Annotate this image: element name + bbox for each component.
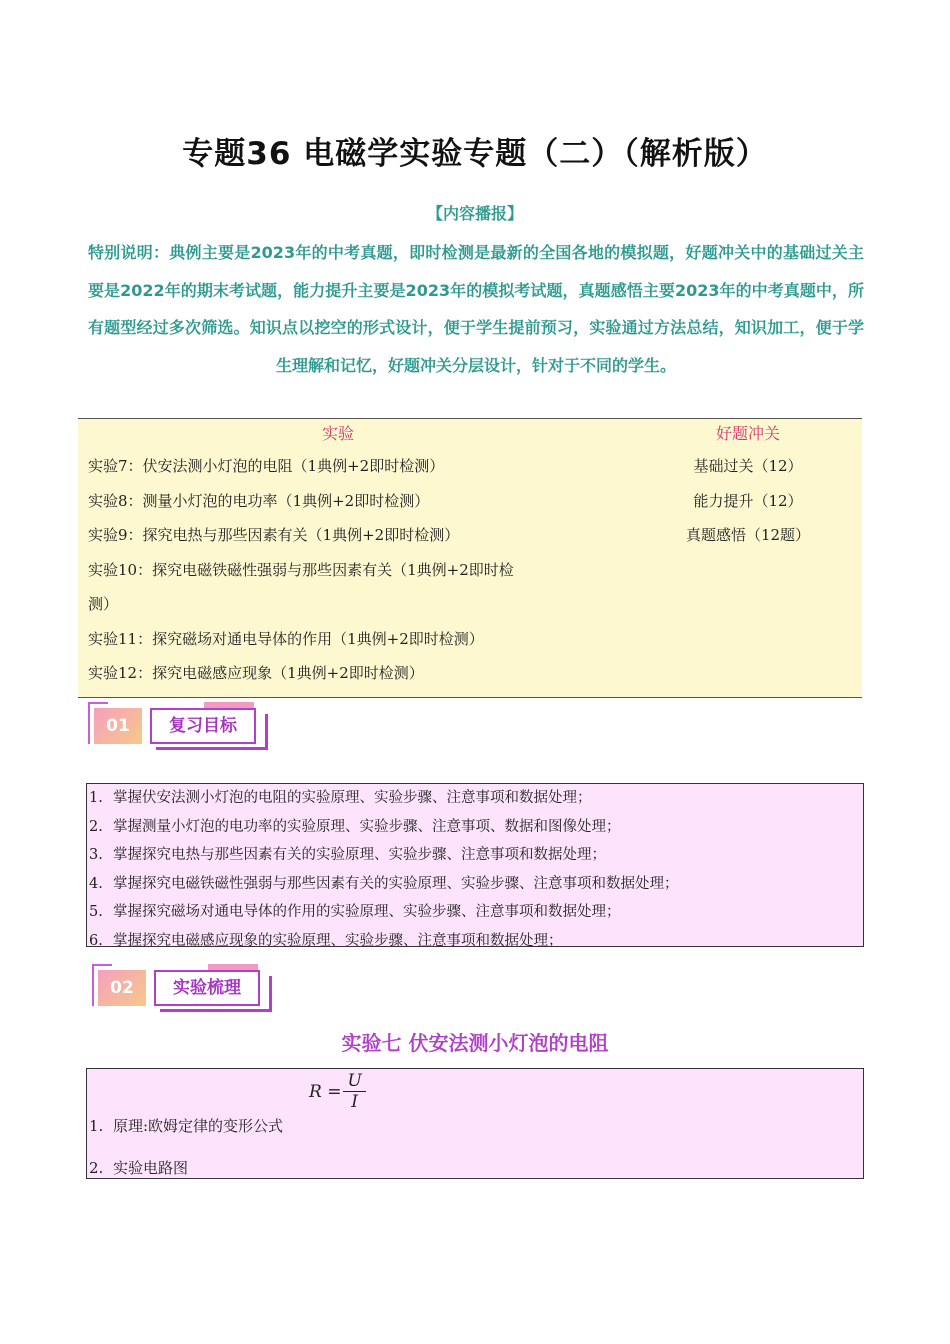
experiments-header: 实验 <box>321 424 354 443</box>
item-text: 原理:欧姆定律的变形公式 <box>113 1117 284 1135</box>
practice-item: 真题感悟（12题） <box>685 526 811 544</box>
review-goals-box <box>86 783 864 947</box>
practice-item: 基础过关（12） <box>693 457 803 475</box>
formula-fraction <box>343 1071 365 1112</box>
item-text: 实验电路图 <box>113 1159 189 1177</box>
goal-text: 掌握探究电磁铁磁性强弱与那些因素有关的实验原理、实验步骤、注意事项和数据处理； <box>113 875 679 892</box>
goal-text: 掌握探究电热与那些因素有关的实验原理、实验步骤、注意事项和数据处理； <box>113 847 606 864</box>
broadcast-body: 特别说明：典例主要是2023年的中考真题，即时检测是最新的全国各地的模拟题，好题冲关中的基础过关主要是2022年的期末考试题，能力提升主要是2023年的模拟考试题，真题感悟主要2023年的中考真题中，所有题型经过多次筛选。知识点以挖空的形式设计，便于学生提前预习，实验通过方法总结，知识加工，便于学生理解和记忆，好题冲关分层设计，针对于不同的学生。 <box>88 243 864 375</box>
experiment-item: 实验12：探究电磁感应现象（1典例+2即时检测） <box>88 664 424 682</box>
goal-number: 2. <box>89 818 103 835</box>
overview-table <box>78 418 862 698</box>
goal-item <box>87 813 863 842</box>
goal-text: 掌握探究磁场对通电导体的作用的实验原理、实验步骤、注意事项和数据处理； <box>113 904 621 921</box>
item-number: 2. <box>89 1159 104 1177</box>
goal-item <box>87 784 863 813</box>
experiment-item: 测） <box>88 595 119 613</box>
formula-lhs: R = <box>309 1081 342 1102</box>
experiment-title: 实验七 伏安法测小灯泡的电阻 <box>341 1031 609 1055</box>
practice-column <box>638 419 858 553</box>
practice-header: 好题冲关 <box>715 424 780 443</box>
section-tag-experiment-review <box>88 962 278 1018</box>
goal-text: 掌握伏安法测小灯泡的电阻的实验原理、实验步骤、注意事项和数据处理； <box>113 790 592 806</box>
goal-text: 掌握探究电磁感应现象的实验原理、实验步骤、注意事项和数据处理； <box>113 932 563 949</box>
ohm-formula <box>309 1071 366 1112</box>
goal-item <box>87 927 863 956</box>
practice-item: 能力提升（12） <box>693 491 803 510</box>
principle-item <box>89 1115 283 1136</box>
goal-number: 6. <box>89 932 103 949</box>
section-number: 02 <box>98 970 146 1006</box>
section-tag-review-goals <box>84 700 274 756</box>
goal-item <box>87 870 863 899</box>
experiments-column <box>78 419 598 691</box>
principle-item <box>89 1157 188 1178</box>
goal-item <box>87 898 863 927</box>
goal-text: 掌握测量小灯泡的电功率的实验原理、实验步骤、注意事项、数据和图像处理； <box>113 818 621 835</box>
section-label: 复习目标 <box>150 708 256 744</box>
experiment-item: 实验10：探究电磁铁磁性强弱与那些因素有关（1典例+2即时检 <box>88 560 514 579</box>
experiment-item: 实验9：探究电热与那些因素有关（1典例+2即时检测） <box>88 526 460 544</box>
goal-number: 4. <box>89 875 103 892</box>
goal-number: 1. <box>89 790 103 806</box>
section-number: 01 <box>94 708 142 744</box>
section-label: 实验梳理 <box>154 970 260 1006</box>
page-title: 专题36 电磁学实验专题（二）（解析版） <box>182 136 768 172</box>
experiment-item: 实验7：伏安法测小灯泡的电阻（1典例+2即时检测） <box>88 457 445 475</box>
principle-box <box>86 1068 864 1179</box>
formula-denominator: I <box>351 1092 358 1112</box>
experiment-item: 实验11：探究磁场对通电导体的作用（1典例+2即时检测） <box>88 629 484 648</box>
formula-numerator: U <box>343 1071 365 1092</box>
broadcast-heading: 【内容播报】 <box>426 204 523 223</box>
goal-number: 5. <box>89 904 103 921</box>
item-number: 1. <box>89 1117 104 1135</box>
experiment-item: 实验8：测量小灯泡的电功率（1典例+2即时检测） <box>88 491 430 510</box>
goal-item <box>87 841 863 870</box>
goal-number: 3. <box>89 847 103 864</box>
